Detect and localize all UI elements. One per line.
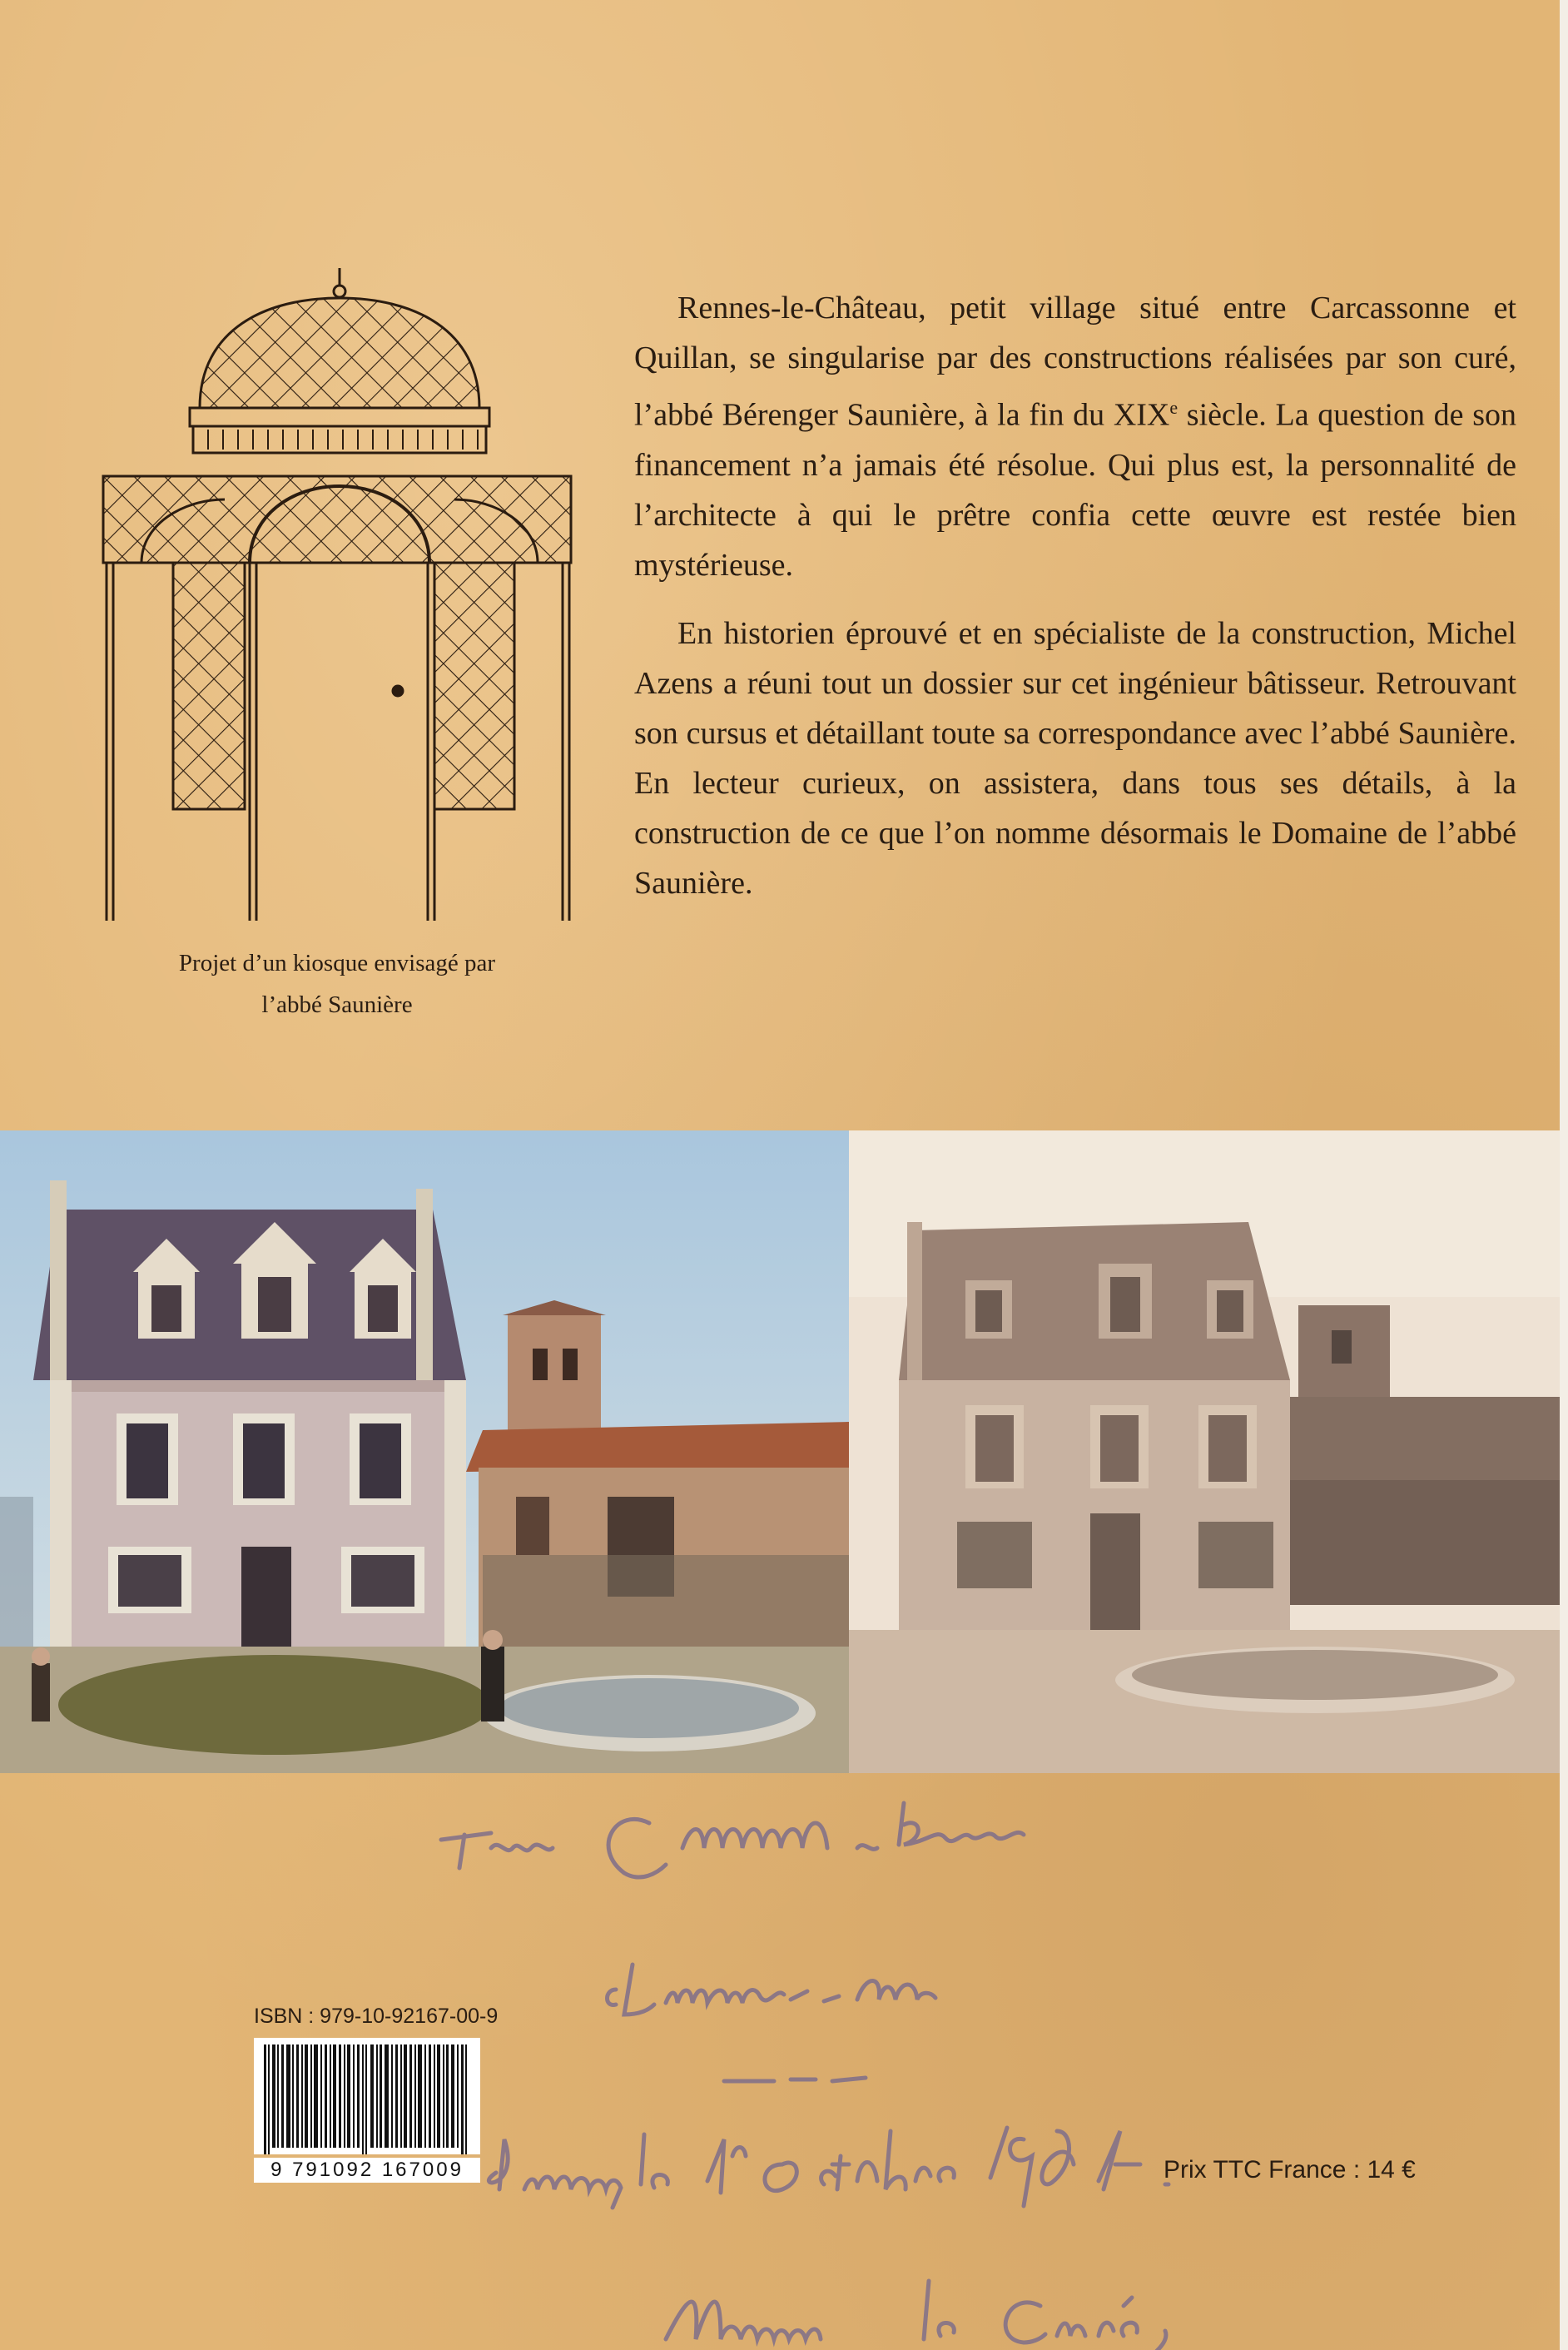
price-label: Prix TTC France : 14 € xyxy=(1164,2156,1416,2184)
paragraph-1-text-b: siècle. La question de son financement n’a jamais été résolue. Qui plus est, la personnalité de l’architecte à qui le prêtre confia cette œuvre est restée bien mystérieuse. xyxy=(634,397,1516,583)
handwritten-letter-excerpt xyxy=(391,1765,1568,2350)
description-paragraph-1 xyxy=(634,283,1516,590)
isbn-label: ISBN : 979-10-92167-00-9 xyxy=(254,2005,499,2028)
barcode xyxy=(254,2038,480,2154)
paragraph-1-text-a: Rennes-le-Château, petit village situé entre Carcassonne et Quillan, se singularise par des constructions réalisées par son curé, l’abbé Bérenger Saunière, à la fin du XIX xyxy=(634,291,1516,433)
description-paragraph-2: En historien éprouvé et en spécialiste de la construction, Michel Azens a réuni tout un dossier sur cet ingénieur bâtisseur. Retrouvant son cursus et détaillant toute sa correspondance avec l’abbé Saunière. En lecteur curieux, on assistera, dans tous ses détails, à la construction de ce que l’on nomme désormais le Domaine de l’abbé Saunière. xyxy=(634,615,1516,901)
book-description xyxy=(634,283,1516,927)
century-superscript: e xyxy=(1169,397,1178,418)
kiosk-caption xyxy=(92,942,583,1026)
barcode-digits: 9 791092 167009 xyxy=(254,2158,480,2183)
tinted-photo-villa-bethania xyxy=(0,1130,849,1773)
sepia-photo-villa-bethania xyxy=(849,1130,1560,1773)
kiosk-drawing xyxy=(92,250,583,949)
kiosk-caption-line1: Projet d’un kiosque envisagé par xyxy=(178,950,496,976)
kiosk-caption-line2: l’abbé Saunière xyxy=(261,991,413,1018)
